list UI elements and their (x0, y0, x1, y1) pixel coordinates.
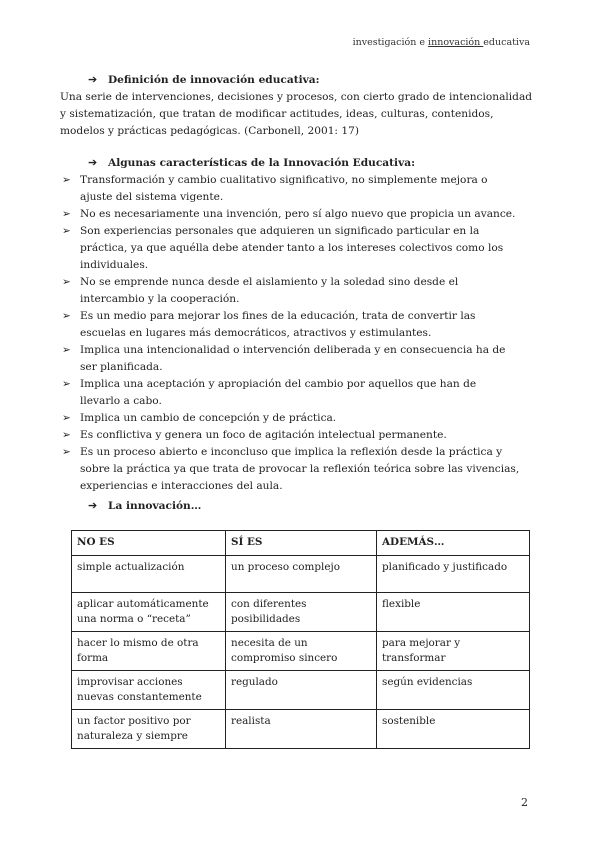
table-row (72, 632, 530, 671)
bullet-icon: ➢ (62, 412, 71, 424)
bullet-text-line: ser planificada. (80, 361, 163, 373)
header-cell: ADEMÁS… (377, 531, 530, 556)
bullet-icon: ➢ (62, 344, 71, 356)
bullet-text-line: intercambio y la cooperación. (80, 293, 240, 305)
bullet-icon: ➢ (62, 276, 71, 288)
header-text: investigación e (352, 37, 429, 48)
table-row (72, 556, 530, 593)
bullet-text-line: práctica, ya que aquélla debe atender tanto a los intereses colectivos como los (80, 242, 504, 254)
bullet-icon: ➢ (62, 208, 71, 220)
header-cell: NO ES (72, 531, 226, 556)
bullet-icon: ➢ (62, 378, 71, 390)
arrow-icon: ➔ (88, 156, 98, 169)
table-cell: un factor positivo por naturaleza y siempre (72, 710, 226, 749)
header-text-end: educativa (483, 37, 530, 48)
bullet-text-line: sobre la práctica ya que trata de provocar la reflexión teórica sobre las vivencias, (80, 463, 520, 475)
paragraph-line: y sistematización, que tratan de modificar actitudes, ideas, culturas, contenidos, (60, 108, 494, 120)
bullet-text-line: Implica una intencionalidad o intervención deliberada y en consecuencia ha de (80, 344, 506, 356)
bullet-text-line: llevarlo a cabo. (80, 395, 162, 407)
table-row (72, 671, 530, 710)
header-underlined-text: innovación (428, 37, 484, 48)
table-cell: improvisar acciones nuevas constantemente (72, 671, 226, 710)
bullet-text-line: Es conflictiva y genera un foco de agitación intelectual permanente. (80, 429, 447, 441)
definition-heading: Definición de innovación educativa: (108, 74, 320, 86)
innovation-table (71, 530, 530, 749)
table-cell: un proceso complejo (226, 556, 377, 593)
bullet-text-line: No es necesariamente una invención, pero sí algo nuevo que propicia un avance. (80, 208, 516, 220)
innovation-heading: La innovación… (108, 500, 202, 512)
table-cell: para mejorar y transformar (377, 632, 530, 671)
bullet-text-line: escuelas en lugares más democráticos, atractivos y estimulantes. (80, 327, 432, 339)
table-header-row (72, 531, 530, 556)
running-header (353, 37, 530, 48)
table-cell: con diferentes posibilidades (226, 593, 377, 632)
bullet-icon: ➢ (62, 174, 71, 186)
table-row (72, 710, 530, 749)
paragraph-line: modelos y prácticas pedagógicas. (Carbonell, 2001: 17) (60, 125, 359, 137)
table-cell: hacer lo mismo de otra forma (72, 632, 226, 671)
bullet-text-line: Transformación y cambio cualitativo significativo, no simplemente mejora o (80, 174, 488, 186)
bullet-text-line: Son experiencias personales que adquieren un significado particular en la (80, 225, 480, 237)
table-cell: según evidencias (377, 671, 530, 710)
bullet-text-line: Es un medio para mejorar los fines de la educación, trata de convertir las (80, 310, 476, 322)
bullet-text-line: ajuste del sistema vigente. (80, 191, 224, 203)
table-cell: aplicar automáticamente una norma o “receta” (72, 593, 226, 632)
bullet-icon: ➢ (62, 429, 71, 441)
paragraph-line: Una serie de intervenciones, decisiones y procesos, con cierto grado de intencionalidad (60, 91, 533, 103)
bullet-text-line: experiencias e interacciones del aula. (80, 480, 283, 492)
table-cell: flexible (377, 593, 530, 632)
table-cell: necesita de un compromiso sincero (226, 632, 377, 671)
table-cell: realista (226, 710, 377, 749)
bullet-icon: ➢ (62, 446, 71, 458)
bullet-icon: ➢ (62, 225, 71, 237)
table-cell: planificado y justificado (377, 556, 530, 593)
arrow-icon: ➔ (88, 499, 98, 512)
table-cell: regulado (226, 671, 377, 710)
arrow-icon: ➔ (88, 73, 98, 86)
bullet-text-line: Implica una aceptación y apropiación del cambio por aquellos que han de (80, 378, 477, 390)
table-cell: sostenible (377, 710, 530, 749)
table-row (72, 593, 530, 632)
bullet-text-line: No se emprende nunca desde el aislamiento y la soledad sino desde el (80, 276, 459, 288)
bullet-text-line: Implica un cambio de concepción y de práctica. (80, 412, 337, 424)
bullet-text-line: individuales. (80, 259, 149, 271)
page-number: 2 (521, 796, 528, 809)
header-cell: SÍ ES (226, 531, 377, 556)
bullet-icon: ➢ (62, 310, 71, 322)
characteristics-heading: Algunas características de la Innovación Educativa: (108, 157, 416, 169)
bullet-text-line: Es un proceso abierto e inconcluso que implica la reflexión desde la práctica y (80, 446, 503, 458)
table-cell: simple actualización (72, 556, 226, 593)
